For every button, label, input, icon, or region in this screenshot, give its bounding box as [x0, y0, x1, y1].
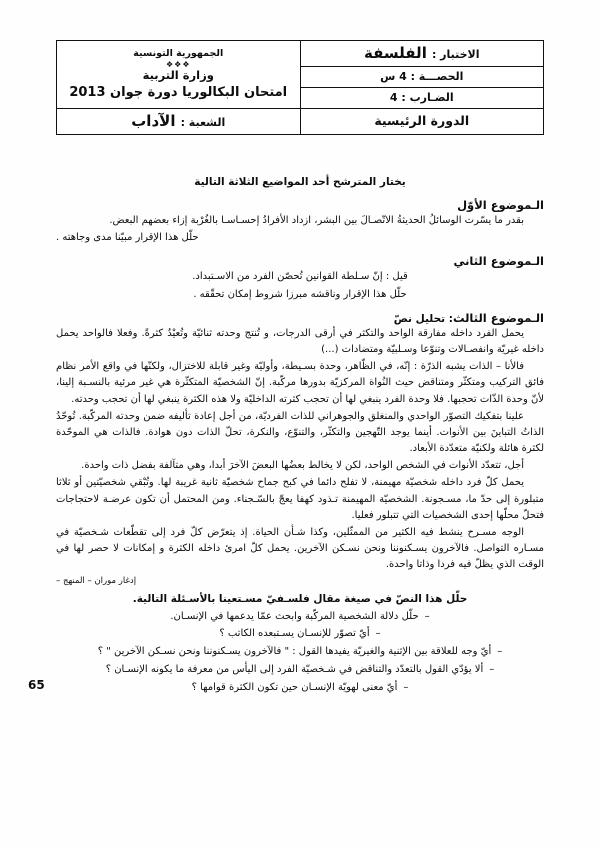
bullet-dash-icon: – — [375, 628, 381, 640]
test-value: الفلسفة — [363, 44, 427, 63]
session-text: الدورة الرئيسية — [374, 113, 470, 129]
bullet-dash-icon: – — [424, 610, 430, 622]
table-row — [57, 41, 544, 67]
test-subject-cell — [300, 41, 544, 67]
republic-header-cell — [57, 41, 301, 109]
table-row — [57, 109, 544, 135]
duration-cell — [300, 67, 544, 88]
ornament-dots-icon: ❖❖❖ — [165, 60, 191, 70]
text-paragraph-2: فالأنا – الذات يشبه الذرّة : إنّه، في الظّاهر، وحدة بسـيطة، وأوليّة وغير قابلة للاختزال، ولكنّها في واقع الأمر نظام فائق التركيب ومتكثّر ومتناقض حيث النُواة المركزيّة بدورها مركّبة. إنّ الشخصيّة المتكثّرة هي غير مرئية بالنسـبة إلينا، لأنّ وحدة الذّات تحجبها. فلا وحدة الفرد ينبغي لها أن تحجب كثرته الداخليّة ولا هذه الكثرة ينبغي لها أن تحجب وحدته. — [56, 361, 544, 405]
bullet-dash-icon: – — [489, 663, 495, 675]
test-label: الاختبار : — [431, 48, 480, 62]
text-paragraph-4: أجل، تتعدّد الأنوات في الشخص الواحد، لكن لا يخالط بعضُها البعضَ الآخرَ أبدا، وهي متآلفة بفضل ذات واحدة. — [81, 460, 524, 472]
stream-label: الشعبة : — [180, 116, 226, 130]
question-text-4: ألا يؤدّي القول بالتعدّد والتناقض في شـخصيّة الفرد إلى اليأس من معرفة ما يكونه الإنسـان ؟ — [105, 663, 484, 675]
question-text-2: أيّ تصوّر للإنسـان يسـتبعده الكاتب ؟ — [219, 628, 370, 640]
stream-cell — [57, 109, 301, 135]
text-paragraph-5: يحمل كلّ فرد داخله شخصيّة مهيمنة، لا تفلح دائما في كبح جماح شخصيّة ثانية غريبة لها. وتُبْقي شخصيّتين أو ثلاثا متبلورة إلى حدّ ما، مسـجونة. الشخصيّة المهيمنة تـذود كهفا يعجّ بالسّـجناء. ومن المحتمل أن تكون عرضـة لاحتجاجات فتحلّ محلّها إحدى الشخصيات التي تتبلور فعليا. — [56, 477, 544, 521]
stream-value: الآداب — [131, 112, 176, 131]
coefficient-text: الضـارب : 4 — [389, 90, 454, 104]
bullet-dash-icon: – — [403, 681, 409, 693]
list-item — [56, 643, 544, 661]
analysis-prompt: حلّل هذا النصّ في صيغة مقال فلسـفيّ مسـتعينا بالأسـئلة التالية. — [132, 592, 468, 605]
republic-name: الجمهورية التونسية — [133, 48, 224, 60]
topic-1-title: الـموضوع الأوّل — [457, 198, 544, 212]
bullet-dash-icon: – — [497, 646, 503, 658]
stream-line — [57, 111, 300, 131]
page-number: 65 — [28, 678, 45, 693]
session-cell — [300, 109, 544, 135]
test-subject-line — [301, 43, 544, 63]
list-item — [56, 625, 544, 643]
text-paragraph-6: الوجه مسـرح ينشط فيه الكثير من الممثّلين، وكذا شـأن الحياة. إذ يتعرّض كلّ فرد إلى تقطّعات شـخصيّة في مسـاره التواصل. فالآخرون يسـكنوننا ونحن نسـكن الآخرين. يحمل كلّ امرئ داخله الكثرة و إمكانات لا حصر لها في الوقت الذي يظلّ فيه فردا وذاتا واحدة. — [56, 527, 544, 571]
coefficient-cell — [300, 88, 544, 109]
instruction-line: يختار المترشح أحد المواضيع الثلاثة التالية — [194, 176, 406, 188]
text-paragraph-1: يحمل الفرد داخله مفارقة الواحد والتكثر في أرقى الدرجات، و تُنتج وحدته ثنائيّة وتُعيْدُ كثرةً. وفعلا فالواحد يحمل داخله غيريّة وانفصـالات وتنوّعا وسـلبيّة ومتضادات (...) — [56, 327, 544, 355]
list-item — [28, 678, 544, 697]
topic-1-line-1: بقدر ما يسّرت الوسائلُ الحديثةُ الاتّصـالَ بين البشر، ازداد الأفرادُ إحسـاسـا بالغُرْبة إزاء بعضهم البعض. — [109, 215, 524, 226]
republic-block — [57, 45, 300, 103]
question-list — [28, 608, 544, 697]
topic-3-title — [56, 311, 544, 325]
topic-2-line-1: قيل : إنّ سـلطة القوانين تُحصّن الفرد من الاسـتبداد. — [192, 271, 408, 283]
exam-body — [28, 198, 544, 697]
list-item — [56, 608, 544, 626]
exam-title: امتحان البكالوريا دورة جوان 2013 — [69, 84, 288, 100]
text-attribution: إدغار موران – المنهج – — [56, 575, 137, 586]
question-text-1: حلّل دلالة الشخصية المركّبة وابحث عمّا يدعمها في الإنسـان. — [170, 610, 419, 622]
exam-header-table — [56, 40, 544, 135]
list-item — [56, 661, 544, 679]
topic-1-line-2: حلّل هذا الإقرار مبيّنا مدى وجاهته . — [56, 232, 199, 244]
question-text-5: أيّ معنى لهويّة الإنسـان حين تكون الكثرة قوامها ؟ — [191, 681, 398, 693]
topic-3-subtitle: : تحليل نصّ — [393, 312, 453, 325]
topic-2-line-2: حلّل هذا الإقرار وناقشه مبرزا شروط إمكان تحقّقه . — [193, 288, 407, 300]
duration-text: الحصـــة : 4 س — [380, 69, 464, 83]
topic-3-label: الـموضوع الثالث — [452, 310, 544, 325]
text-paragraph-3: علينا بتفكيك التصوّر الواحدي والمنغلق والجوهراني للذات الفرديّة، من أجل إعادة تأليفه ضمن وحدته المركّبة. تُوحّدُ الذاتُ التباينَ بين الأنوات. أينما يوجد التّهجين والتكثّر، والتنوّع، والنكرة، تحلّ الذات دون هوادة. فالذات هي الموحّدة لكثرة هائلة ولكنيّة متعدّدة الأبعاد. — [56, 410, 544, 455]
question-text-3: أيّ وجه للعلاقة بين الإثنية والغيريّة يفيدها القول : " فالآخرون يسـكنوننا ونحن نسـكن الآخرين " ؟ — [97, 646, 492, 658]
topic-2-title: الـموضوع الثاني — [453, 254, 544, 269]
ministry-name: وزارة التربية — [142, 68, 214, 83]
header-table-wrapper — [56, 40, 544, 135]
